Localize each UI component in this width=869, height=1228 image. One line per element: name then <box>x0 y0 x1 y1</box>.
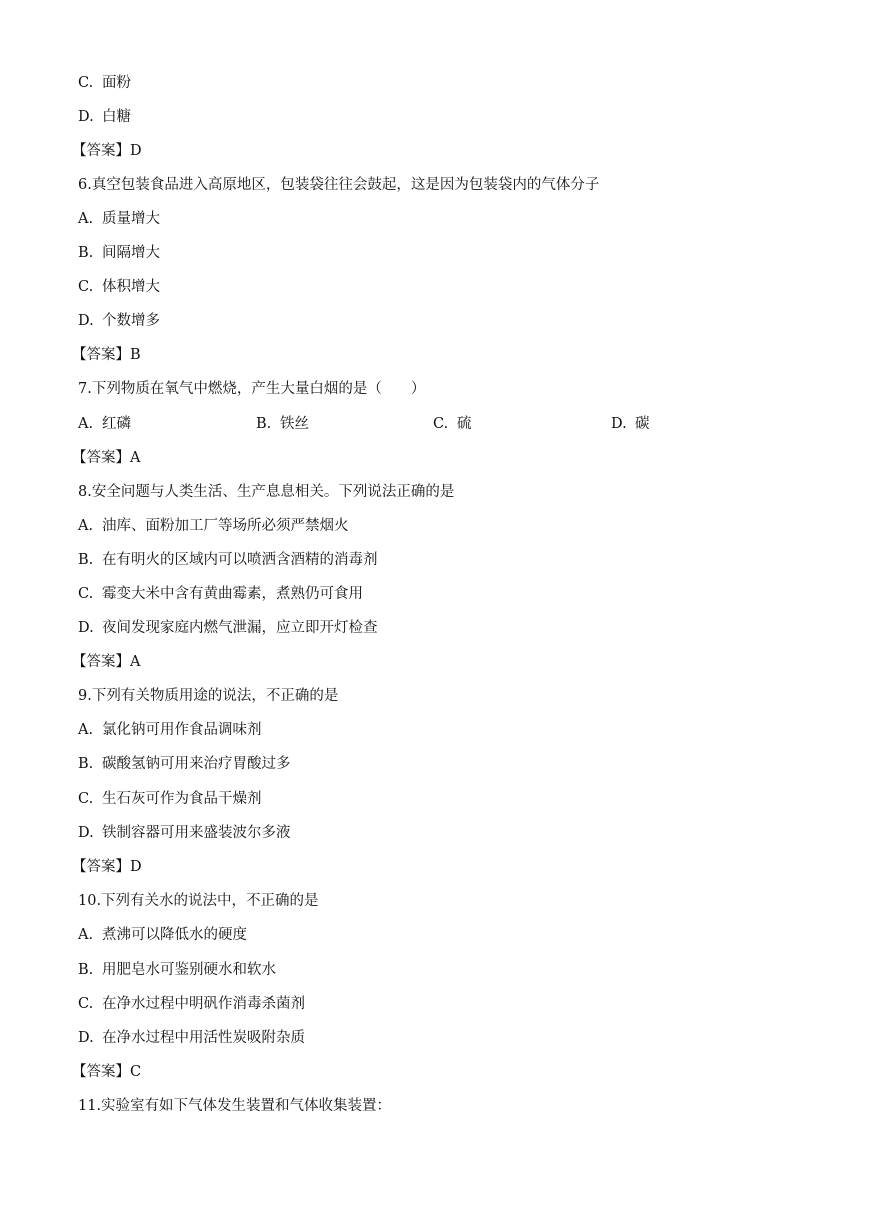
q7-stem: 7.下列物质在氧气中燃烧，产生大量白烟的是（ ） <box>78 381 426 397</box>
q5-option-c: C. 面粉 <box>78 75 131 91</box>
q7-option-a: A. 红磷 <box>78 416 131 432</box>
q10-option-d: D. 在净水过程中用活性炭吸附杂质 <box>78 1030 305 1046</box>
q10-option-a: A. 煮沸可以降低水的硬度 <box>78 927 247 943</box>
q9-option-b: B. 碳酸氢钠可用来治疗胃酸过多 <box>78 756 291 772</box>
q6-answer: 【答案】B <box>72 347 141 363</box>
q10-option-c: C. 在净水过程中明矾作消毒杀菌剂 <box>78 996 305 1012</box>
q10-option-b: B. 用肥皂水可鉴别硬水和软水 <box>78 962 276 978</box>
q5-option-d: D. 白糖 <box>78 109 131 125</box>
q8-answer: 【答案】A <box>72 654 141 670</box>
q6-option-d: D. 个数增多 <box>78 313 160 329</box>
q8-option-d: D. 夜间发现家庭内燃气泄漏，应立即开灯检查 <box>78 620 378 636</box>
q6-option-b: B. 间隔增大 <box>78 245 160 261</box>
q8-option-c: C. 霉变大米中含有黄曲霉素，煮熟仍可食用 <box>78 586 363 602</box>
q9-option-c: C. 生石灰可作为食品干燥剂 <box>78 791 262 807</box>
q9-answer: 【答案】D <box>72 859 142 875</box>
q9-option-d: D. 铁制容器可用来盛装波尔多液 <box>78 825 291 841</box>
q7-option-b: B. 铁丝 <box>256 416 309 432</box>
q10-answer: 【答案】C <box>72 1064 142 1080</box>
q7-option-d: D. 碳 <box>611 416 650 432</box>
q8-option-b: B. 在有明火的区域内可以喷洒含酒精的消毒剂 <box>78 552 378 568</box>
q7-option-c: C. 硫 <box>433 416 472 432</box>
q9-option-a: A. 氯化钠可用作食品调味剂 <box>78 722 262 738</box>
q6-stem: 6.真空包装食品进入高原地区，包装袋往往会鼓起，这是因为包装袋内的气体分子 <box>78 177 600 193</box>
q9-stem: 9.下列有关物质用途的说法，不正确的是 <box>78 688 339 704</box>
q8-option-a: A. 油库、面粉加工厂等场所必须严禁烟火 <box>78 518 349 534</box>
q8-stem: 8.安全问题与人类生活、生产息息相关。下列说法正确的是 <box>78 484 455 500</box>
q6-option-a: A. 质量增大 <box>78 211 160 227</box>
q5-answer: 【答案】D <box>72 143 142 159</box>
q6-option-c: C. 体积增大 <box>78 279 160 295</box>
q11-stem: 11.实验室有如下气体发生装置和气体收集装置： <box>78 1098 392 1114</box>
q7-answer: 【答案】A <box>72 450 141 466</box>
q10-stem: 10.下列有关水的说法中，不正确的是 <box>78 893 319 909</box>
